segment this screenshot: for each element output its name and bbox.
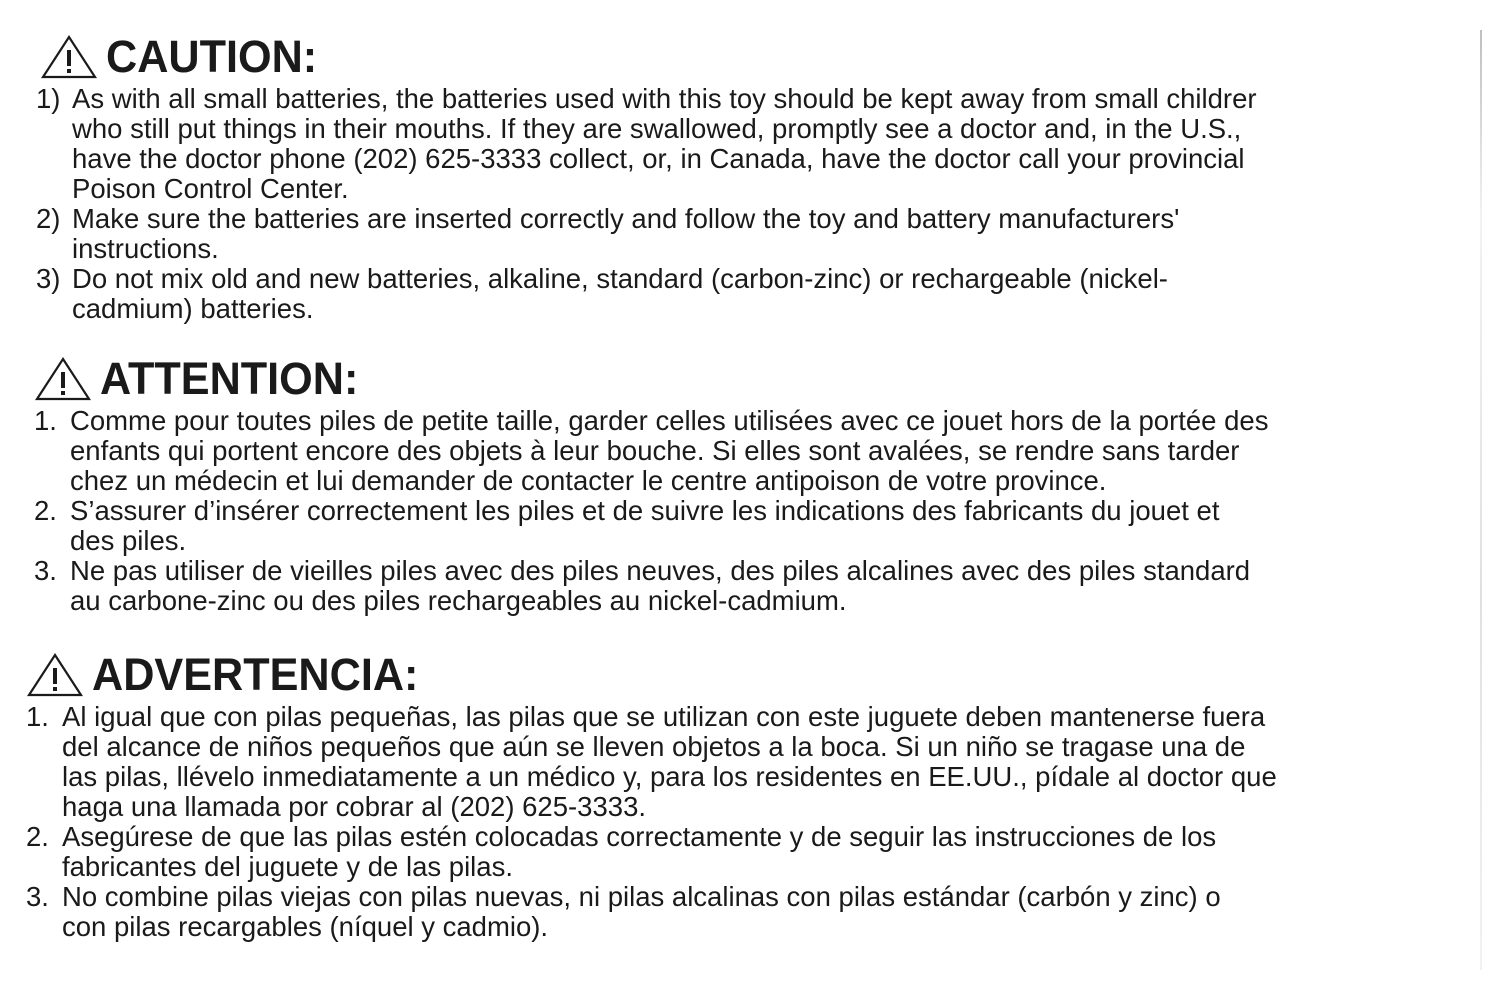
item-line: cadmium) batteries. — [72, 293, 314, 324]
item-number: 3) — [36, 263, 61, 294]
item-line: S’assurer d’insérer correctement les piles et de suivre les indications des fabricants du jouet et — [70, 495, 1220, 526]
caution-title: CAUTION: — [106, 31, 318, 82]
advertencia-heading — [26, 648, 1500, 702]
item-number: 1) — [36, 83, 61, 114]
item-line: who still put things in their mouths. If they are swallowed, promptly see a doctor and, in the U.S., — [72, 113, 1242, 144]
list-item — [26, 702, 1500, 822]
list-item — [26, 822, 1500, 882]
item-number: 2. — [34, 495, 57, 526]
item-line: instructions. — [72, 233, 219, 264]
attention-list — [34, 406, 1500, 616]
item-line: des piles. — [70, 525, 187, 556]
list-item — [34, 496, 1500, 556]
item-line: Al igual que con pilas pequeñas, las pilas que se utilizan con este juguete deben mantenerse fuera — [62, 701, 1266, 732]
item-line: Poison Control Center. — [72, 173, 349, 204]
list-item — [36, 264, 1500, 324]
item-line: enfants qui portent encore des objets à leur bouche. Si elles sont avalées, se rendre sans tarder — [70, 435, 1240, 466]
item-line: have the doctor phone (202) 625-3333 collect, or, in Canada, have the doctor call your provincial — [72, 143, 1245, 174]
list-item — [34, 406, 1500, 496]
item-line: con pilas recargables (níquel y cadmio). — [62, 911, 549, 942]
item-line: Do not mix old and new batteries, alkaline, standard (carbon-zinc) or rechargeable (nickel- — [72, 263, 1168, 294]
item-line: chez un médecin et lui demander de contacter le centre antipoison de votre province. — [70, 465, 1107, 496]
item-line: Ne pas utiliser de vieilles piles avec des piles neuves, des piles alcalines avec des piles standard — [70, 555, 1251, 586]
warning-triangle-icon — [40, 34, 98, 80]
item-number: 1. — [26, 701, 49, 732]
caution-section — [36, 30, 1500, 324]
caution-heading — [40, 30, 1500, 84]
warning-triangle-icon — [34, 356, 92, 402]
item-line: Comme pour toutes piles de petite taille, garder celles utilisées avec ce jouet hors de la portée des — [70, 405, 1269, 436]
item-line: Asegúrese de que las pilas estén colocadas correctamente y de seguir las instrucciones de los — [62, 821, 1217, 852]
item-number: 1. — [34, 405, 57, 436]
item-number: 3. — [34, 555, 57, 586]
item-line: As with all small batteries, the batteries used with this toy should be kept away from small childrer — [72, 83, 1257, 114]
list-item — [34, 556, 1500, 616]
advertencia-list — [26, 702, 1500, 942]
caution-list — [36, 84, 1500, 324]
attention-title: ATTENTION: — [100, 353, 359, 404]
list-item — [36, 84, 1500, 204]
item-line: au carbone-zinc ou des piles rechargeables au nickel-cadmium. — [70, 585, 847, 616]
advertencia-title: ADVERTENCIA: — [92, 649, 419, 700]
item-line: haga una llamada por cobrar al (202) 625-3333. — [62, 791, 646, 822]
item-number: 2. — [26, 821, 49, 852]
item-number: 3. — [26, 881, 49, 912]
item-line: Make sure the batteries are inserted correctly and follow the toy and battery manufacturers' — [72, 203, 1180, 234]
attention-section — [34, 352, 1500, 616]
item-line: las pilas, llévelo inmediatamente a un médico y, para los residentes en EE.UU., pídale al doctor que — [62, 761, 1277, 792]
item-line: No combine pilas viejas con pilas nuevas, ni pilas alcalinas con pilas estándar (carbón y zinc) o — [62, 881, 1221, 912]
item-line: fabricantes del juguete y de las pilas. — [62, 851, 513, 882]
attention-heading — [34, 352, 1500, 406]
item-number: 2) — [36, 203, 61, 234]
list-item — [36, 204, 1500, 264]
warning-triangle-icon — [26, 652, 84, 698]
item-line: del alcance de niños pequeños que aún se lleven objetos a la boca. Si un niño se tragase una de — [62, 731, 1246, 762]
list-item — [26, 882, 1500, 942]
advertencia-section — [26, 648, 1500, 942]
